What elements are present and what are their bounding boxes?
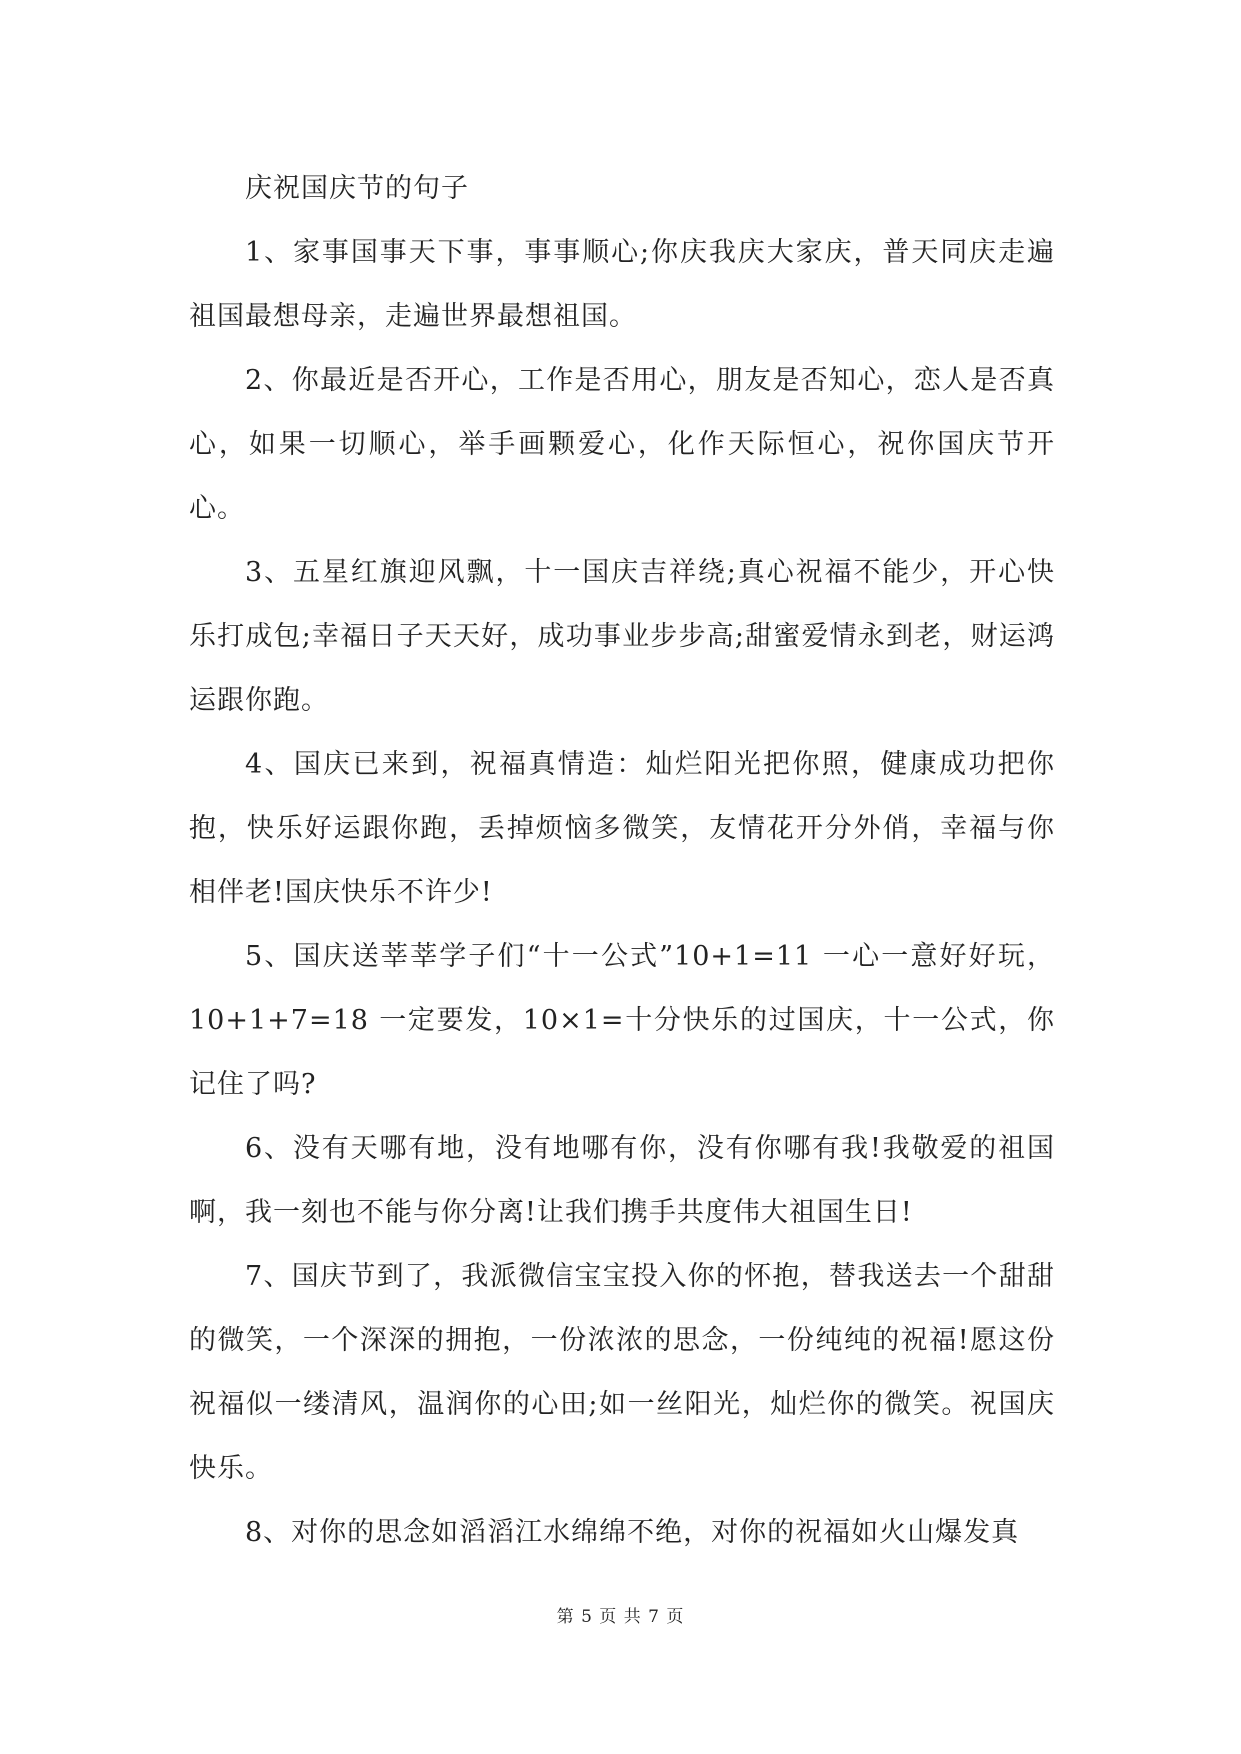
paragraph-8: 8、对你的思念如滔滔江水绵绵不绝，对你的祝福如火山爆发真 — [245, 1517, 1020, 1548]
page-number-footer: 第 5 页 共 7 页 — [556, 1607, 685, 1627]
paragraph-4: 4、国庆已来到，祝福真情造：灿烂阳光把你照，健康成功把你抱，快乐好运跟你跑，丢掉烦恼多微笑，友情花开分外俏，幸福与你相伴老!国庆快乐不许少! — [189, 749, 1055, 908]
paragraph-1: 1、家事国事天下事，事事顺心;你庆我庆大家庆，普天同庆走遍祖国最想母亲，走遍世界最想祖国。 — [189, 237, 1055, 332]
document-body — [189, 157, 1055, 1565]
document-title: 庆祝国庆节的句子 — [245, 173, 469, 204]
paragraph-3: 3、五星红旗迎风飘，十一国庆吉祥绕;真心祝福不能少，开心快乐打成包;幸福日子天天好，成功事业步步高;甜蜜爱情永到老，财运鸿运跟你跑。 — [189, 557, 1055, 716]
paragraph-6: 6、没有天哪有地，没有地哪有你，没有你哪有我!我敬爱的祖国啊，我一刻也不能与你分离!让我们携手共度伟大祖国生日! — [189, 1133, 1055, 1228]
paragraph-7: 7、国庆节到了，我派微信宝宝投入你的怀抱，替我送去一个甜甜的微笑，一个深深的拥抱，一份浓浓的思念，一份纯纯的祝福!愿这份祝福似一缕清风，温润你的心田;如一丝阳光，灿烂你的微笑。祝国庆快乐。 — [189, 1261, 1055, 1484]
paragraph-5: 5、国庆送莘莘学子们“十一公式”10+1=11 一心一意好好玩，10+1+7=18 一定要发，10×1=十分快乐的过国庆，十一公式，你记住了吗? — [189, 941, 1055, 1100]
paragraph-2: 2、你最近是否开心，工作是否用心，朋友是否知心，恋人是否真心，如果一切顺心，举手画颗爱心，化作天际恒心，祝你国庆节开心。 — [189, 365, 1055, 524]
